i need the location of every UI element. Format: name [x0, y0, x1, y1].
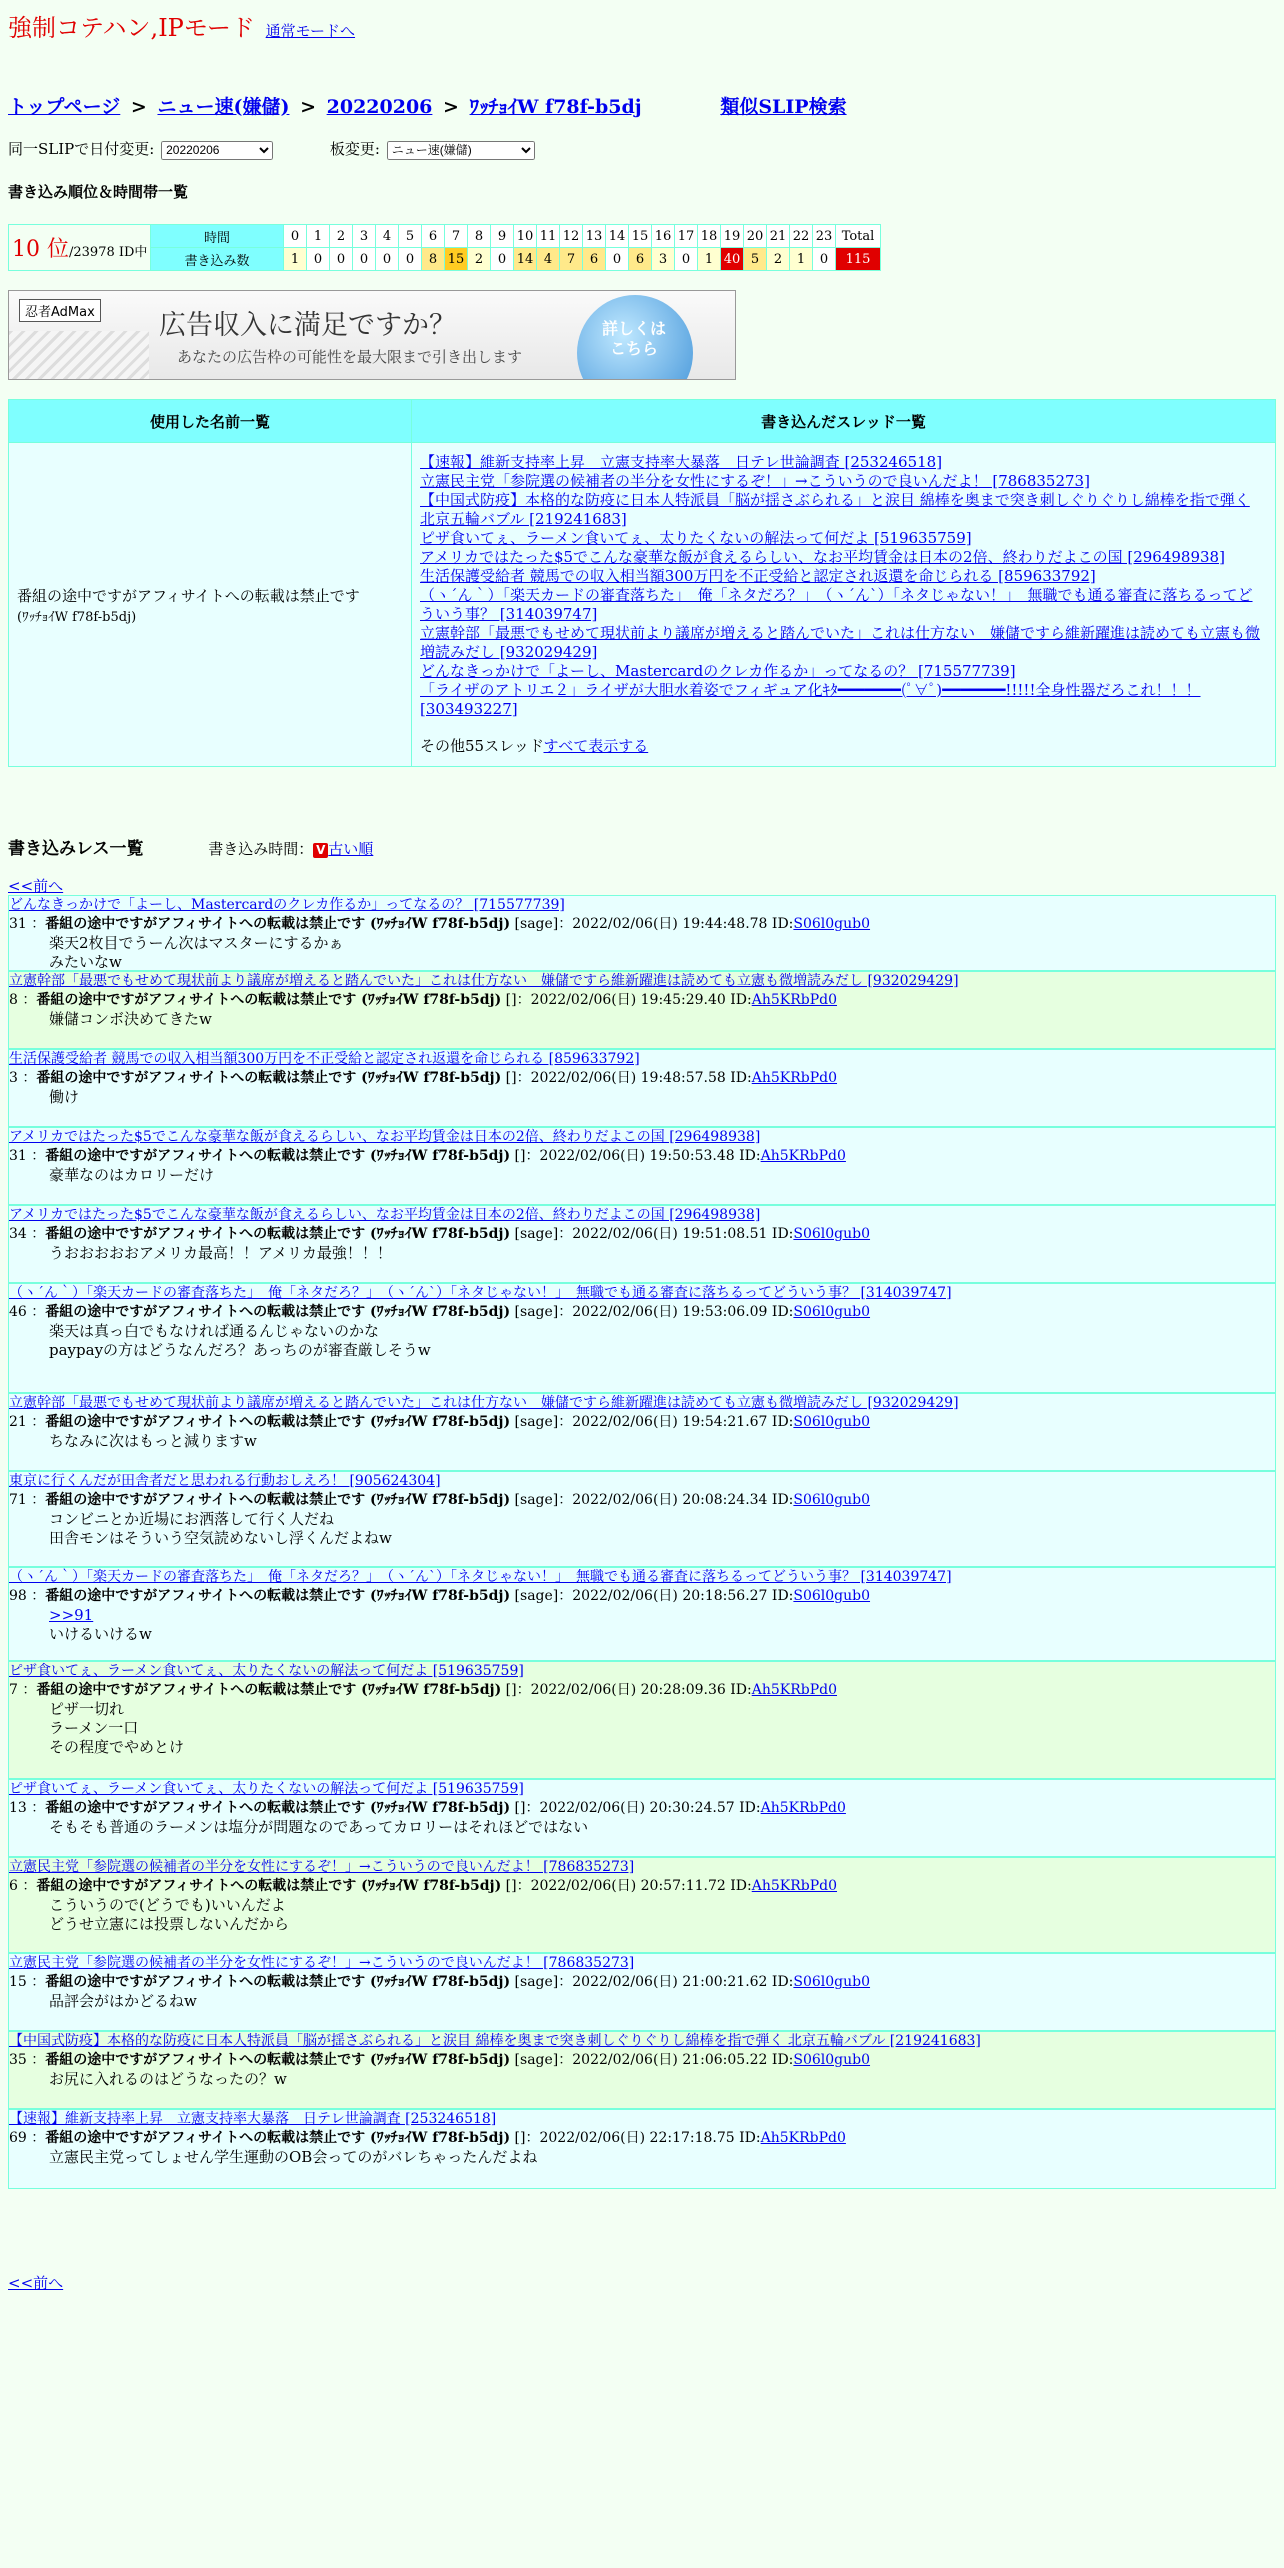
post-thread-link[interactable]: ピザ食いてぇ、ラーメン食いてぇ、太りたくないの解法って何だよ [519635759] — [9, 1781, 524, 1797]
post-name: 番組の途中ですがアフィサイトへの転載は禁止です (ﾜｯﾁｮｲW f78f-b5dj) — [36, 992, 502, 1008]
post-body-line: うおおおおおアメリカ最高！！アメリカ最強！！！ — [49, 1244, 392, 1262]
ad-stripes — [9, 331, 149, 379]
post-mail: []：2022/02/06(日) 20:28:09.36 ID: — [501, 1682, 752, 1698]
date-select[interactable] — [161, 141, 273, 160]
post-id-link[interactable]: S06l0gub0 — [793, 1304, 871, 1320]
hour-cell: 23 — [813, 225, 836, 248]
more-threads-count: その他55スレッド — [420, 737, 544, 755]
post-thread-link[interactable]: アメリカではたった$5でこんな豪華な飯が食えるらしい、なお平均賃金は日本の2倍、終わりだよこの国 [296498938] — [9, 1207, 761, 1223]
post-meta — [9, 1587, 1275, 1606]
prev-page-link-bottom[interactable]: <<前へ — [8, 2274, 64, 2292]
count-cell: 15 — [445, 248, 468, 271]
count-cell: 2 — [468, 248, 491, 271]
post-item — [8, 1049, 1276, 1127]
count-cell: 1 — [790, 248, 813, 271]
post-body-line: みたいなw — [49, 953, 122, 971]
post-body — [9, 1896, 1275, 1934]
ranking-table — [8, 224, 881, 271]
thread-link[interactable]: 【速報】維新支持率上昇 立憲支持率大暴落 日テレ世論調査 [253246518] — [420, 453, 943, 471]
names-cell — [9, 443, 412, 767]
post-number: 15 ： — [9, 1974, 46, 1990]
post-thread-link[interactable]: 立憲民主党「参院選の候補者の半分を女性にするぞ！」→こういうので良いんだよ！ [786835273] — [9, 1859, 635, 1875]
count-cell: 4 — [537, 248, 560, 271]
post-mail: []：2022/02/06(日) 19:50:53.48 ID: — [510, 1148, 761, 1164]
count-cell: 8 — [422, 248, 445, 271]
post-number: 71 ： — [9, 1492, 46, 1508]
post-name: 番組の途中ですがアフィサイトへの転載は禁止です (ﾜｯﾁｮｲW f78f-b5dj) — [36, 1682, 502, 1698]
count-cell: 7 — [560, 248, 583, 271]
post-meta — [9, 915, 1275, 934]
threads-header: 書き込んだスレッド一覧 — [412, 400, 1276, 443]
post-meta — [9, 1069, 1275, 1088]
post-meta — [9, 2051, 1275, 2070]
post-body — [9, 1088, 1275, 1107]
count-cell: 6 — [583, 248, 606, 271]
rank-number: 10 位 — [12, 237, 69, 262]
rank-cell — [9, 225, 151, 271]
post-meta — [9, 1799, 1275, 1818]
hour-cell: 0 — [284, 225, 307, 248]
post-item — [8, 1471, 1276, 1567]
post-name: 番組の途中ですがアフィサイトへの転載は禁止です (ﾜｯﾁｮｲW f78f-b5dj) — [45, 2052, 511, 2068]
oldest-first-link[interactable]: 古い順 — [328, 840, 374, 858]
post-id-link[interactable]: S06l0gub0 — [793, 1588, 871, 1604]
post-body-line: 豪華なのはカロリーだけ — [49, 1166, 215, 1184]
post-number: 69 ： — [9, 2130, 46, 2146]
post-body — [9, 1700, 1275, 1757]
post-number: 31 ： — [9, 1148, 46, 1164]
breadcrumb-date[interactable]: 20220206 — [326, 96, 433, 118]
count-cell: 3 — [652, 248, 675, 271]
post-mail: [sage]：2022/02/06(日) 20:08:24.34 ID: — [510, 1492, 794, 1508]
post-item — [8, 1393, 1276, 1471]
post-number: 3 ： — [9, 1070, 37, 1086]
post-name: 番組の途中ですがアフィサイトへの転載は禁止です (ﾜｯﾁｮｲW f78f-b5dj) — [45, 1492, 511, 1508]
hour-cell: 1 — [307, 225, 330, 248]
post-id-link[interactable]: Ah5KRbPd0 — [751, 992, 838, 1008]
post-id-link[interactable]: S06l0gub0 — [793, 916, 871, 932]
post-id-link[interactable]: Ah5KRbPd0 — [751, 1878, 838, 1894]
board-select[interactable] — [387, 141, 535, 160]
post-mail: [sage]：2022/02/06(日) 19:51:08.51 ID: — [510, 1226, 794, 1242]
thread-list — [420, 453, 1267, 719]
hour-cell: 22 — [790, 225, 813, 248]
post-name: 番組の途中ですがアフィサイトへの転載は禁止です (ﾜｯﾁｮｲW f78f-b5dj) — [45, 1974, 511, 1990]
post-mail: [sage]：2022/02/06(日) 19:54:21.67 ID: — [510, 1414, 794, 1430]
similar-slip-search-link[interactable]: 類似SLIP検索 — [720, 96, 847, 118]
date-change-label: 同一SLIPで日付変更: — [8, 140, 155, 158]
thread-link[interactable]: ピザ食いてぇ、ラーメン食いてぇ、太りたくないの解法って何だよ [519635759] — [420, 529, 972, 547]
post-thread-link[interactable]: どんなきっかけで「よーし、Mastercardのクレカ作るか」ってなるの？ [715577739] — [9, 897, 565, 913]
post-name: 番組の途中ですがアフィサイトへの転載は禁止です (ﾜｯﾁｮｲW f78f-b5dj) — [45, 1800, 511, 1816]
post-mail: []：2022/02/06(日) 22:17:18.75 ID: — [510, 2130, 761, 2146]
post-item — [8, 1779, 1276, 1857]
thread-link[interactable]: アメリカではたった$5でこんな豪華な飯が食えるらしい、なお平均賃金は日本の2倍、終わりだよこの国 [296498938] — [420, 548, 1225, 566]
post-body-line: お尻に入れるのはどうなったの？w — [49, 2070, 287, 2088]
hour-cell: 12 — [560, 225, 583, 248]
post-mail: []：2022/02/06(日) 19:45:29.40 ID: — [501, 992, 752, 1008]
breadcrumb — [8, 92, 847, 119]
posts-list — [8, 895, 1276, 2189]
post-item — [8, 1567, 1276, 1661]
post-body — [9, 1010, 1275, 1029]
post-body-line: paypayの方はどうなんだろ？あっちのが審査厳しそうw — [49, 1341, 431, 1359]
post-number: 13 ： — [9, 1800, 46, 1816]
post-name: 番組の途中ですがアフィサイトへの転載は禁止です (ﾜｯﾁｮｲW f78f-b5dj) — [45, 1226, 511, 1242]
post-number: 34 ： — [9, 1226, 46, 1242]
post-meta — [9, 1413, 1275, 1432]
post-thread-link[interactable]: 【中国式防疫】本格的な防疫に日本人特派員「脳が揺さぶられる」と涙目 綿棒を奥まで突き刺しぐりぐりし綿棒を指で弾く 北京五輪バブル [219241683] — [9, 2033, 981, 2049]
thread-link[interactable]: 立憲民主党「参院選の候補者の半分を女性にするぞ！」→こういうので良いんだよ！ [786835273] — [420, 472, 1090, 490]
reply-anchor-link[interactable]: >>91 — [49, 1606, 94, 1624]
more-threads — [420, 737, 1267, 756]
count-cell: 6 — [629, 248, 652, 271]
count-cell: 1 — [284, 248, 307, 271]
post-number: 31 ： — [9, 916, 46, 932]
post-item — [8, 971, 1276, 1049]
responses-title: 書き込みレス一覧 — [8, 839, 144, 859]
post-body-line: どうせ立憲には投票しないんだから — [49, 1915, 290, 1933]
count-cell: 40 — [721, 248, 744, 271]
post-body-line: 楽天2枚目でうーん次はマスターにするかぁ — [49, 934, 344, 952]
count-cell: 0 — [813, 248, 836, 271]
selector-row — [8, 138, 535, 160]
post-thread-link[interactable]: 生活保護受給者 競馬での収入相当額300万円を不正受給と認定され返還を命じられる [859633792] — [9, 1051, 640, 1067]
thread-link[interactable]: 「ライザのアトリエ２」ライザが大胆水着姿でフィギュア化ｷﾀ━━━━━━━(ﾟ∀ﾟ)━━━━━━━!!!!!全身性器だろこれ！！！ [303493227] — [420, 681, 1201, 718]
count-cell: 0 — [399, 248, 422, 271]
breadcrumb-separator: > — [300, 96, 316, 118]
post-item — [8, 1127, 1276, 1205]
post-id-link[interactable]: S06l0gub0 — [793, 1414, 871, 1430]
ad-details-label: 詳しくはこちら — [601, 319, 666, 358]
post-number: 8 ： — [9, 992, 37, 1008]
post-number: 46 ： — [9, 1304, 46, 1320]
thread-link[interactable]: どんなきっかけで「よーし、Mastercardのクレカ作るか」ってなるの？ [715577739] — [420, 662, 1016, 680]
post-body — [9, 1166, 1275, 1185]
sort-order — [208, 840, 373, 858]
post-body-line: こういうので(どうでも)いいんだよ — [49, 1896, 286, 1914]
count-cell: 1 — [698, 248, 721, 271]
post-number: 35 ： — [9, 2052, 46, 2068]
post-meta — [9, 2129, 1275, 2148]
ad-brand-logo: 忍者AdMax — [19, 299, 101, 322]
post-number: 7 ： — [9, 1682, 37, 1698]
breadcrumb-slip[interactable]: ﾜｯﾁｮｲW f78f-b5dj — [469, 96, 642, 118]
hour-cell: 6 — [422, 225, 445, 248]
hour-cell: 3 — [353, 225, 376, 248]
count-cell: 14 — [514, 248, 537, 271]
post-meta — [9, 991, 1275, 1010]
count-cell: 5 — [744, 248, 767, 271]
used-name: 番組の途中ですがアフィサイトへの転載は禁止です — [17, 586, 360, 605]
post-id-link[interactable]: Ah5KRbPd0 — [751, 1070, 838, 1086]
post-body — [9, 2070, 1275, 2089]
post-body-line: 立憲民主党ってしょせん学生運動のOB会ってのがバレちゃったんだよね — [49, 2148, 538, 2166]
thread-link[interactable]: （ヽ´ん｀）「楽天カードの審査落ちた」 俺「ネタだろ？」 （ヽ´ん`）「ネタじゃない！」 無職でも通る審査に落ちるってどういう事？ [314039747] — [420, 586, 1253, 623]
post-meta — [9, 1491, 1275, 1510]
breadcrumb-separator: > — [443, 96, 459, 118]
post-body — [9, 2148, 1275, 2167]
mode-title: 強制コテハン,IPモード — [8, 14, 255, 42]
hour-cell: 8 — [468, 225, 491, 248]
post-number: 98 ： — [9, 1588, 46, 1604]
post-name: 番組の途中ですがアフィサイトへの転載は禁止です (ﾜｯﾁｮｲW f78f-b5dj) — [45, 1414, 511, 1430]
post-mail: [sage]：2022/02/06(日) 19:44:48.78 ID: — [510, 916, 794, 932]
time-order-label: 書き込み時間： — [208, 840, 314, 858]
post-id-link[interactable]: Ah5KRbPd0 — [751, 1682, 838, 1698]
post-body-line: 品評会がはかどるねw — [49, 1992, 197, 2010]
post-body — [9, 934, 1275, 972]
mode-bar — [8, 8, 355, 43]
post-mail: [sage]：2022/02/06(日) 21:06:05.22 ID: — [510, 2052, 794, 2068]
names-header: 使用した名前一覧 — [9, 400, 412, 443]
post-item — [8, 1283, 1276, 1393]
post-body-line: ちなみに次はもっと減りますw — [49, 1432, 257, 1450]
post-body — [9, 1322, 1275, 1360]
post-item — [8, 1661, 1276, 1779]
post-body-line: ラーメン一口 — [49, 1719, 139, 1737]
post-meta — [9, 1225, 1275, 1244]
post-thread-link[interactable]: （ヽ´ん｀）「楽天カードの審査落ちた」 俺「ネタだろ？」 （ヽ´ん`）「ネタじゃない！」 無職でも通る審査に落ちるってどういう事？ [314039747] — [9, 1569, 952, 1585]
hour-cell: 20 — [744, 225, 767, 248]
hour-cell: 21 — [767, 225, 790, 248]
post-body — [9, 1818, 1275, 1837]
post-body-line: そもそも普通のラーメンは塩分が問題なのであってカロリーはそれほどではない — [49, 1818, 589, 1836]
post-body-line: コンビニとか近場にお洒落して行く人だね — [49, 1510, 335, 1528]
post-id-link[interactable]: Ah5KRbPd0 — [760, 1800, 846, 1816]
hour-cell: 16 — [652, 225, 675, 248]
post-thread-link[interactable]: 立憲幹部「最悪でもせめて現状前より議席が増えると踏んでいた」これは仕方ない 嫌儲ですら維新躍進は読めても立憲も微増読みだし [932029429] — [9, 973, 959, 989]
post-name: 番組の途中ですがアフィサイトへの転載は禁止です (ﾜｯﾁｮｲW f78f-b5dj) — [45, 2130, 511, 2146]
post-body-line: その程度でやめとけ — [49, 1738, 185, 1756]
post-id-link[interactable]: S06l0gub0 — [793, 1974, 871, 1990]
thread-link[interactable]: 【中国式防疫】本格的な防疫に日本人特派員「脳が揺さぶられる」と涙目 綿棒を奥まで突き刺しぐりぐりし綿棒を指で弾く 北京五輪バブル [219241683] — [420, 491, 1250, 528]
used-name-slip: (ﾜｯﾁｮｲW f78f-b5dj) — [17, 609, 137, 625]
post-body — [9, 1244, 1275, 1263]
post-mail: [sage]：2022/02/06(日) 19:53:06.09 ID: — [510, 1304, 794, 1320]
hour-cell: 7 — [445, 225, 468, 248]
post-item — [8, 2031, 1276, 2109]
count-cell: 0 — [330, 248, 353, 271]
responses-header — [8, 834, 373, 859]
post-body-line: 嫌儲コンボ決めてきたw — [49, 1010, 212, 1028]
post-item — [8, 1857, 1276, 1953]
normal-mode-link[interactable]: 通常モードへ — [265, 22, 356, 40]
post-name: 番組の途中ですがアフィサイトへの転載は禁止です (ﾜｯﾁｮｲW f78f-b5dj) — [45, 916, 511, 932]
post-body — [9, 1606, 1275, 1644]
post-thread-link[interactable]: アメリカではたった$5でこんな豪華な飯が食えるらしい、なお平均賃金は日本の2倍、終わりだよこの国 [296498938] — [9, 1129, 761, 1145]
post-body — [9, 1510, 1275, 1548]
post-item — [8, 1953, 1276, 2031]
post-thread-link[interactable]: 立憲幹部「最悪でもせめて現状前より議席が増えると踏んでいた」これは仕方ない 嫌儲ですら維新躍進は読めても立憲も微増読みだし [932029429] — [9, 1395, 959, 1411]
post-thread-link[interactable]: （ヽ´ん｀）「楽天カードの審査落ちた」 俺「ネタだろ？」 （ヽ´ん`）「ネタじゃない！」 無職でも通る審査に落ちるってどういう事？ [314039747] — [9, 1285, 952, 1301]
hour-cell: 19 — [721, 225, 744, 248]
post-body-line: いけるいけるw — [49, 1625, 152, 1643]
post-body-line: 楽天は真っ白でもなければ通るんじゃないのかな — [49, 1322, 380, 1340]
post-name: 番組の途中ですがアフィサイトへの転載は禁止です (ﾜｯﾁｮｲW f78f-b5dj) — [36, 1878, 502, 1894]
post-meta — [9, 1147, 1275, 1166]
post-name: 番組の途中ですがアフィサイトへの転載は禁止です (ﾜｯﾁｮｲW f78f-b5dj) — [45, 1588, 511, 1604]
post-id-link[interactable]: Ah5KRbPd0 — [760, 2130, 846, 2146]
post-mail: []：2022/02/06(日) 20:30:24.57 ID: — [510, 1800, 761, 1816]
ranking-title: 書き込み順位＆時間帯一覧 — [8, 183, 189, 201]
post-id-link[interactable]: S06l0gub0 — [793, 1226, 871, 1242]
hour-cell: 9 — [491, 225, 514, 248]
post-thread-link[interactable]: 東京に行くんだが田舎者だと思われる行動おしえろ！ [905624304] — [9, 1473, 441, 1489]
post-item — [8, 2109, 1276, 2189]
hour-cell: 13 — [583, 225, 606, 248]
post-body-line: ピザ一切れ — [49, 1700, 125, 1718]
count-cell: 0 — [307, 248, 330, 271]
count-cell: 0 — [376, 248, 399, 271]
thread-link[interactable]: 生活保護受給者 競馬での収入相当額300万円を不正受給と認定され返還を命じられる [859633792] — [420, 567, 1096, 585]
post-body-line: 田舎モンはそういう空気読めないし浮くんだよねw — [49, 1529, 392, 1547]
post-meta — [9, 1877, 1275, 1896]
post-body — [9, 1992, 1275, 2011]
count-cell: 2 — [767, 248, 790, 271]
post-number: 21 ： — [9, 1414, 46, 1430]
post-name: 番組の途中ですがアフィサイトへの転載は禁止です (ﾜｯﾁｮｲW f78f-b5dj) — [45, 1148, 511, 1164]
board-change-label: 板変更: — [329, 140, 380, 158]
post-mail: []：2022/02/06(日) 20:57:11.72 ID: — [501, 1878, 752, 1894]
post-meta — [9, 1973, 1275, 1992]
ad-headline: 広告収入に満足ですか？ — [159, 310, 456, 341]
count-cell: 0 — [606, 248, 629, 271]
breadcrumb-separator: > — [130, 96, 147, 118]
post-item — [8, 895, 1276, 971]
post-thread-link[interactable]: 立憲民主党「参院選の候補者の半分を女性にするぞ！」→こういうので良いんだよ！ [786835273] — [9, 1955, 635, 1971]
count-label: 書き込み数 — [151, 248, 284, 271]
hour-cell: 17 — [675, 225, 698, 248]
post-thread-link[interactable]: ピザ食いてぇ、ラーメン食いてぇ、太りたくないの解法って何だよ [519635759] — [9, 1663, 524, 1679]
post-number: 6 ： — [9, 1878, 37, 1894]
sort-down-icon: V — [313, 843, 328, 858]
hour-cell: 15 — [629, 225, 652, 248]
threads-cell — [412, 443, 1276, 767]
post-mail: [sage]：2022/02/06(日) 20:18:56.27 ID: — [510, 1588, 794, 1604]
hour-cell: 2 — [330, 225, 353, 248]
prev-page-link-top[interactable]: <<前へ — [8, 877, 64, 895]
rank-total: /23978 ID中 — [69, 245, 148, 260]
hour-cell: 18 — [698, 225, 721, 248]
post-body — [9, 1432, 1275, 1451]
hour-cell: 14 — [606, 225, 629, 248]
post-id-link[interactable]: S06l0gub0 — [793, 1492, 871, 1508]
thread-link[interactable]: 立憲幹部「最悪でもせめて現状前より議席が増えると踏んでいた」これは仕方ない 嫌儲ですら維新躍進は読めても立憲も微増読みだし [932029429] — [420, 624, 1261, 661]
post-name: 番組の途中ですがアフィサイトへの転載は禁止です (ﾜｯﾁｮｲW f78f-b5dj) — [45, 1304, 511, 1320]
breadcrumb-board[interactable]: ニュー速(嫌儲) — [157, 96, 290, 118]
post-body-line: 働け — [49, 1088, 80, 1106]
count-cell: 0 — [675, 248, 698, 271]
post-meta — [9, 1681, 1275, 1700]
post-name: 番組の途中ですがアフィサイトへの転載は禁止です (ﾜｯﾁｮｲW f78f-b5dj) — [36, 1070, 502, 1086]
hour-cell: 11 — [537, 225, 560, 248]
hour-cell: 5 — [399, 225, 422, 248]
post-id-link[interactable]: S06l0gub0 — [793, 2052, 871, 2068]
post-item — [8, 1205, 1276, 1283]
hour-cell: 10 — [514, 225, 537, 248]
show-all-threads-link[interactable]: すべて表示する — [543, 737, 649, 755]
post-meta — [9, 1303, 1275, 1322]
ad-banner[interactable] — [8, 290, 736, 380]
breadcrumb-top[interactable]: トップページ — [8, 96, 121, 118]
count-cell: 0 — [491, 248, 514, 271]
post-mail: []：2022/02/06(日) 19:48:57.58 ID: — [501, 1070, 752, 1086]
ad-details-button[interactable] — [577, 295, 693, 380]
time-label: 時間 — [151, 225, 284, 248]
total-label: Total — [836, 225, 881, 248]
ad-subtext: あなたの広告枠の可能性を最大限まで引き出します — [177, 348, 523, 366]
total-count: 115 — [836, 248, 881, 271]
post-mail: [sage]：2022/02/06(日) 21:00:21.62 ID: — [510, 1974, 794, 1990]
count-cell: 0 — [353, 248, 376, 271]
post-id-link[interactable]: Ah5KRbPd0 — [760, 1148, 846, 1164]
names-threads-table — [8, 399, 1276, 767]
post-thread-link[interactable]: 【速報】維新支持率上昇 立憲支持率大暴落 日テレ世論調査 [253246518] — [9, 2111, 497, 2127]
hour-cell: 4 — [376, 225, 399, 248]
ranking-table-wrap — [8, 224, 881, 271]
